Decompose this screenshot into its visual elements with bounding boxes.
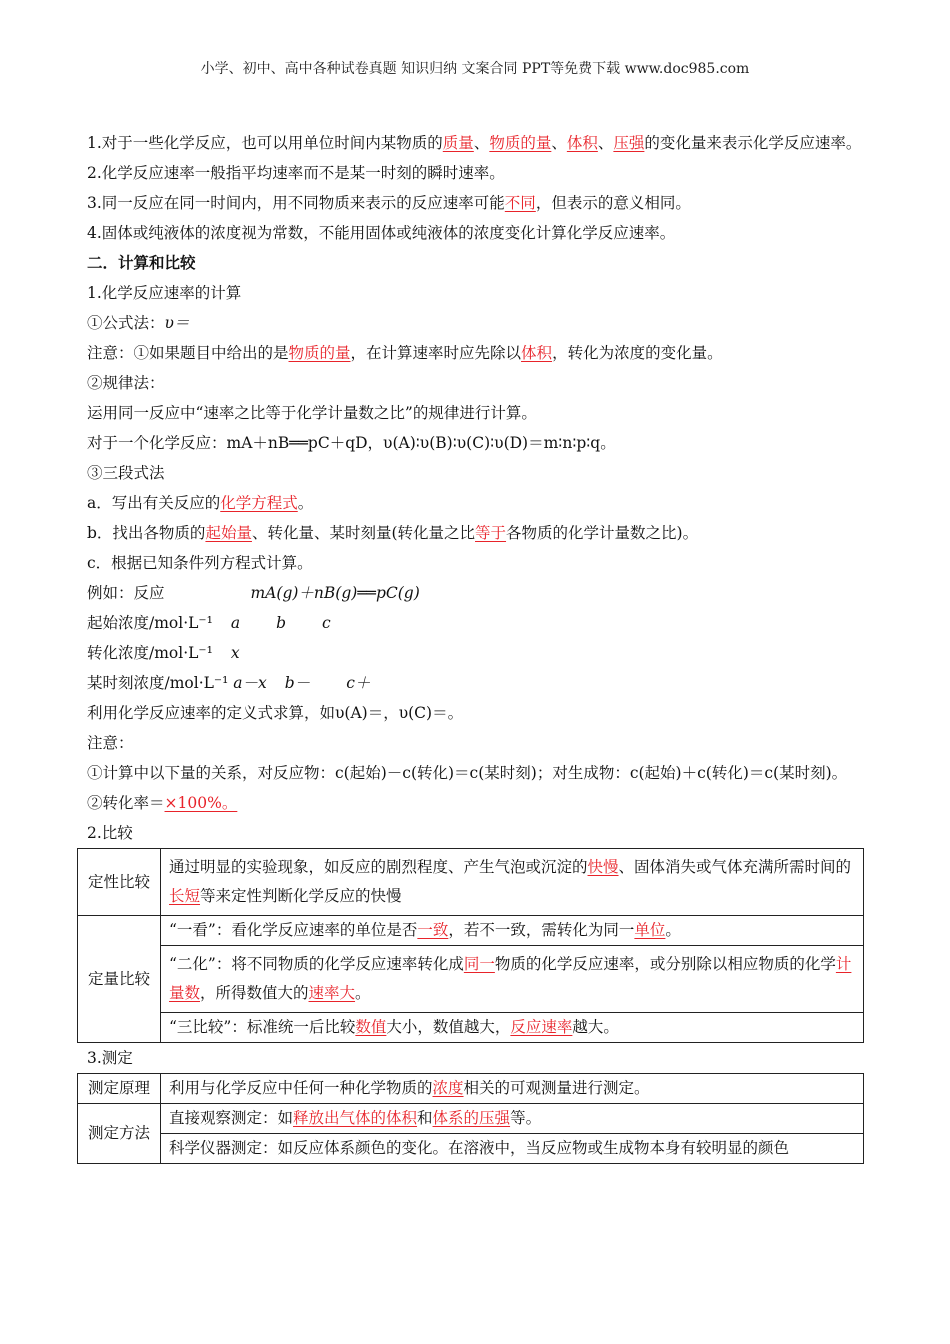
text: 。 (297, 494, 314, 512)
text: 、 (597, 134, 614, 152)
table-cell (161, 1013, 864, 1043)
table-cell (161, 946, 864, 1013)
table-row (78, 1104, 864, 1134)
table-row (78, 916, 864, 946)
highlight: 质量 (442, 134, 474, 152)
text: “三比较”：标准统一后比较 (169, 1018, 356, 1036)
highlight: 不同 (504, 194, 536, 212)
step-c: c．根据已知条件列方程式计算。 (87, 554, 313, 572)
text: 等来定性判断化学反应的快慢 (200, 887, 402, 905)
highlight: 化学方程式 (220, 494, 298, 512)
table-cell (161, 849, 864, 916)
text: 各物质的化学计量数之比)。 (506, 524, 699, 542)
measurement-table (77, 1073, 864, 1164)
text: 3.同一反应在同一时间内，用不同物质来表示的反应速率可能 (87, 194, 505, 212)
definition-calc: 利用化学反应速率的定义式求算，如υ(A)＝，υ(C)＝。 (87, 704, 464, 722)
table-cell (161, 1104, 864, 1134)
text: 利用与化学反应中任何一种化学物质的 (169, 1079, 433, 1097)
row-label: 测定原理 (78, 1074, 161, 1104)
highlight: 速率大 (308, 984, 356, 1002)
row-label: 定性比较 (78, 849, 161, 916)
step-a (87, 488, 877, 518)
highlight: 体积 (566, 134, 598, 152)
value: c (322, 614, 331, 632)
text: 越大。 (572, 1018, 619, 1036)
table-row (78, 1134, 864, 1164)
compare-title: 2.比较 (87, 824, 133, 842)
highlight: 释放出气体的体积 (293, 1109, 418, 1127)
text: 例如：反应 (87, 584, 165, 602)
text: ，若不一致，需转化为同一 (448, 921, 635, 939)
text: 、转化量、某时刻量(转化量之比 (251, 524, 476, 542)
highlight: 等于 (475, 524, 507, 542)
highlight: ×100%。 (164, 794, 238, 812)
table-cell: 科学仪器测定：如反应体系颜色的变化。在溶液中，当反应物或生成物本身有较明显的颜色 (161, 1134, 864, 1164)
table-row (78, 1074, 864, 1104)
highlight: 物质的量 (288, 344, 351, 362)
text: ，在计算速率时应先除以 (350, 344, 522, 362)
highlight: 浓度 (432, 1079, 464, 1097)
paragraph-2: 2.化学反应速率一般指平均速率而不是某一时刻的瞬时速率。 (87, 164, 505, 182)
text: 等。 (510, 1109, 542, 1127)
value: a－x (233, 674, 267, 692)
row-label: 起始浓度/mol·L⁻¹ (87, 614, 213, 632)
text: ，但表示的意义相同。 (535, 194, 691, 212)
highlight: 压强 (613, 134, 645, 152)
highlight: 体积 (521, 344, 553, 362)
table-row (78, 849, 864, 916)
row-moment-concentration (87, 668, 877, 698)
step-b (87, 518, 877, 548)
row-label: 定量比较 (78, 916, 161, 1043)
rule-text: 运用同一反应中“速率之比等于化学计量数之比”的规律进行计算。 (87, 404, 537, 422)
text: 注意：①如果题目中给出的是 (87, 344, 289, 362)
text: 的变化量来表示化学反应速率。 (644, 134, 862, 152)
table-cell (161, 916, 864, 946)
highlight: 数值 (355, 1018, 387, 1036)
table-row (78, 946, 864, 1013)
example-reaction (87, 578, 877, 608)
highlight: 起始量 (205, 524, 252, 542)
row-start-concentration (87, 608, 877, 638)
note-2-title: 注意： (87, 734, 134, 752)
paragraph-3 (87, 188, 877, 218)
text: ①公式法： (87, 314, 165, 332)
formula: υ＝ (164, 314, 190, 332)
section-title: 二．计算和比较 (87, 254, 196, 272)
equation: mA(g)＋nB(g)══pC(g) (250, 584, 420, 602)
text: ，所得数值大的 (200, 984, 309, 1002)
paragraph-1 (87, 128, 877, 158)
highlight: 同一 (463, 955, 495, 973)
text: 大小，数值越大， (386, 1018, 511, 1036)
text: 、 (551, 134, 567, 152)
text: 、 (473, 134, 490, 152)
highlight: 一致 (417, 921, 449, 939)
rule-equation: 对于一个化学反应：mA＋nB══pC＋qD，υ(A)∶υ(B)∶υ(C)∶υ(D)＝m∶n∶p∶q。 (87, 434, 616, 452)
subsection-title: 1.化学反应速率的计算 (87, 284, 242, 302)
three-step-title: ③三段式法 (87, 464, 165, 482)
value: b (276, 614, 287, 632)
text: “一看”：看化学反应速率的单位是否 (169, 921, 418, 939)
text: 通过明显的实验现象，如反应的剧烈程度、产生气泡或沉淀的 (169, 858, 588, 876)
row-label: 某时刻浓度/mol·L⁻¹ (87, 674, 229, 692)
text: 直接观察测定：如 (169, 1109, 294, 1127)
highlight: 体系的压强 (432, 1109, 511, 1127)
text: ②转化率＝ (87, 794, 165, 812)
table-cell (161, 1074, 864, 1104)
row-label: 测定方法 (78, 1104, 161, 1164)
value: a (230, 614, 241, 632)
comparison-table (77, 848, 864, 1043)
text: 。 (355, 984, 371, 1002)
highlight: 长短 (169, 887, 201, 905)
measure-title: 3.测定 (87, 1049, 133, 1067)
text: 。 (665, 921, 681, 939)
text: 物质的化学反应速率，或分别除以相应物质的化学 (494, 955, 836, 973)
text: 和 (417, 1109, 433, 1127)
text: 相关的可观测量进行测定。 (463, 1079, 650, 1097)
text: b．找出各物质的 (87, 524, 206, 542)
text: 1.对于一些化学反应，也可以用单位时间内某物质的 (87, 134, 443, 152)
highlight: 单位 (634, 921, 666, 939)
note-2-item-2 (87, 788, 877, 818)
text: a．写出有关反应的 (87, 494, 221, 512)
paragraph-4: 4.固体或纯液体的浓度视为常数，不能用固体或纯液体的浓度变化计算化学反应速率。 (87, 224, 676, 242)
rule-title: ②规律法： (87, 374, 165, 392)
highlight: 物质的量 (489, 134, 552, 152)
note-2-item-1: ①计算中以下量的关系，对反应物：c(起始)－c(转化)＝c(某时刻)；对生成物：c(起始)＋c(转化)＝c(某时刻)。 (87, 764, 848, 782)
table-row (78, 1013, 864, 1043)
document-body (87, 128, 877, 1164)
row-conversion-concentration (87, 638, 877, 668)
formula-method (87, 308, 877, 338)
text: “二化”：将不同物质的化学反应速率转化成 (169, 955, 464, 973)
note-1 (87, 338, 877, 368)
text: ，转化为浓度的变化量。 (552, 344, 723, 362)
value: x (230, 644, 240, 662)
text: 、固体消失或气体充满所需时间的 (618, 858, 852, 876)
row-label: 转化浓度/mol·L⁻¹ (87, 644, 213, 662)
highlight: 计量数 (169, 955, 852, 1002)
value: b－ (284, 674, 311, 692)
highlight: 快慢 (587, 858, 619, 876)
value: c＋ (346, 674, 371, 692)
page-header: 小学、初中、高中各种试卷真题 知识归纳 文案合同 PPT等免费下载 www.doc985.com (200, 61, 750, 77)
highlight: 反应速率 (510, 1018, 573, 1036)
